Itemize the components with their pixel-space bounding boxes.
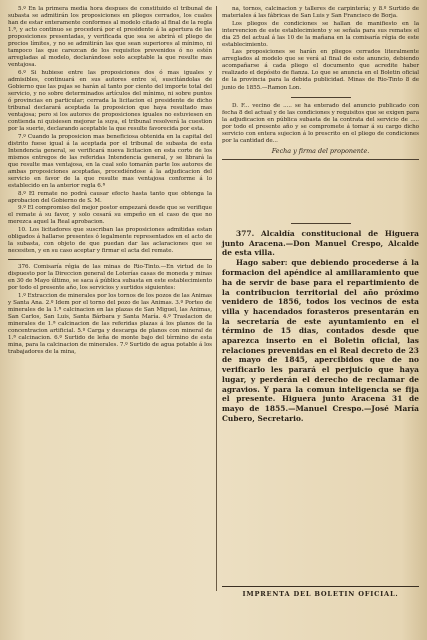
blank-space: [222, 164, 419, 218]
notice-377-body: Hago saber: que debiendo procederse á la formacion del apéndice al amillaramiento que ha de servir de base para el repartimiento de la contribucion territorial del año próximo venidero de 1856, todos los vecinos de esta villa y hacendados forasteros presentarán en la secretaría de este ayuntamiento en el término de 15 dias, contados desde que aparezca inserto en el Boletin oficial, las relaciones prevenidas en el Real decreto de 23 de mayo de 1845, apercibidos que de no verificarlo les parará el perjuicio que haya lugar, y perderán el derecho de reclamar de agravios. Y para la comun inteligencia se fija el presente. Higuera junto Aracena 31 de mayo de 1855.—Manuel Crespo.—José María Cubero, Secretario.: [222, 258, 419, 423]
regla-8: 8.º El remate no podrá causar efecto hasta tanto que obtenga la aprobacion del Gobierno de S. M.: [8, 190, 212, 204]
model-signature: Fecha y firma del proponente.: [271, 146, 370, 155]
proposal-model: D. F... vecino de ..... se ha enterado del anuncio publicado con fecha 8 del actual y de las condiciones y requisitos que se exigen para la adjudicacion en pública subasta de la contrata del servicio de ..... por todo el presente año y se compromete á tomar á su cargo dicho servicio con entera sujecion á lo prescrito en el pliego de condiciones por la cantidad de...: [222, 102, 419, 144]
regla-7: 7.º Cuando la proposicion mas beneficiosa obtenida en la capital del distrito fuese igual á la aceptada por el tribunal de subasta de esta Intendencia general, se verificará nueva licitacion en esta corte de los mismos entregos de las referidas Intendencia general, y se librará la que resulte mas ventajosa, en la cual solo tomarán parte los autores de ambas proposiciones aceptadas, procediéndose á la adjudicacion del servicio en favor de la que resulte mas ventajosa conforme á lo establecido en la anterior regla 6.ª: [8, 133, 212, 190]
notice-376-intro: 376. Comisaría régia de las minas de Rio-Tinto.—En virtud de lo dispuesto por la Direccion general de Loterías casas de moneda y minas en 30 de Mayo último, se saca á pública subasta en este establecimiento por todo el presente año, los servicios y surtidos siguientes:: [8, 264, 212, 292]
section-divider: [222, 159, 419, 160]
regla-6: 6.º Si hubiese entre las proposiciones dos ó mas iguales y admisibles, continuará en sus autores entre sí, suscitándolas de Gobierno que las pujas se harán al tanto por ciento del importe total del servicio, y no sobre determinados artículos del mínimo, ni sobre puntos ó provincias en particular; cerrada la licitacion el presidente de dicho tribunal declarará aceptada la proposicion que haya resultado mas ventajosa; pero si los autores de proposiciones iguales no estuviesen en contienda ni quisiesen mejorar la suya, el tribunal resolverá la cuestion por la suerte, declarando aceptable la que resulte favorecida por esta.: [8, 69, 212, 133]
notice-376-services: 1.º Extraccion de minerales por los tornos de los pozos de las Animas y Santa Ana. 2.º Idem por el torno del pozo de las Animas. 3.º Porteo de minerales de la 1.ª calcinacion en las plazas de San Miguel, las Animas, San Carlos, San Luis, Santa Bárbara y Santa María. 4.º Traslacion de minerales de 1.ª calcinacion de las referidas plazas á los planos de la concentracion artificial. 5.º Carga y descarga de planos con mineral de 1.ª calcinacion. 6.º Surtido de leña de monte bajo del término de esta mina, para la calcinacion de minerales. 7.º Surtido de agua potable á los trabajadores de la mina,: [8, 292, 212, 356]
right-column: [222, 6, 419, 423]
regla-10: 10. Los licitadores que suscriban las proposiciones admitidas estan obligados á hallarse presentes ó legalmente representados en el acto de la subasta, con objeto de que puedan dar las aclaraciones que se necesiten, y en su caso aceptar y firmar el acta del remate.: [8, 226, 212, 255]
regla-9: 9.º El compromiso del mejor postor empezará desde que se verifique el remate á su favor, y solo cesará su empeño en el caso de que no merezca aquel la Real aprobacion.: [8, 205, 212, 226]
notice-rule: [291, 223, 351, 224]
notice-376-pliegos: Los pliegos de condiciones se hallan de manifiesto en la intervencion de este establecimiento y se señala para sus remates el dia 25 del actual á las 10 de la mañana en la comisaría régia de este establecimiento.: [222, 20, 419, 48]
notice-377-heading: 377. Alcaldía constitucional de Higuera junto Aracena.—Don Manuel Crespo, Alcalde de esta villa.: [222, 228, 419, 258]
imprint-line: IMPRENTA DEL BOLETIN OFICIAL.: [242, 590, 399, 598]
footer-rule: [222, 586, 419, 587]
notice-376-proposiciones: Las proposiciones se harán en pliegos cerrados literalmente arreglados al modelo que se verá al final de este anuncio, debiendo acompañarse á cada pliego el documento que acredite haber realizado el depósito de fianza. Lo que se anuncia en el Boletin oficial de la provincia para la debida publicidad. Minas de Rio-Tinto 8 de junio de 1855.—Ramon Lon.: [222, 49, 419, 91]
column-divider: [216, 6, 217, 591]
section-divider: [8, 259, 212, 260]
left-column: [8, 6, 212, 356]
notice-376-continued: na, tornos, calcinacion y talleres de carpintería; y 8.º Surtido de materiales á las fábricas de San Luis y San Francisco de Borja.: [222, 6, 419, 20]
regla-5: 5.º En la primera media hora despues de constituido el tribunal de subasta se admitirán los proposiciones en pliegos cerrados, los cuales han de estar enteramente conformes al modelo citado al final de la regla 1.ª, y acto continuo se procederá por el presidente á la apertura de las proposiciones presentadas, y verificada que sea se abrirá el pliego de precios límites, y no se admitirán las que sean superiores al mínimo, ni tampoco las que carezcan de los requisitos prevenidos ó no estén arregladas al modelo, declarándose solo aceptable la que resulte mas ventajosa.: [8, 6, 212, 69]
model-rule: [291, 97, 351, 98]
